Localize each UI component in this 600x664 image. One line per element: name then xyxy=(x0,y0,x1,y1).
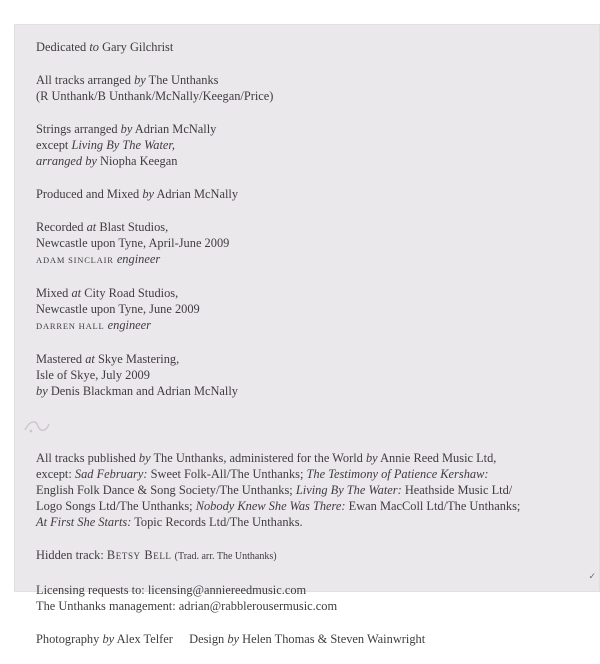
design-by: by xyxy=(227,632,240,646)
mixed-engineer-role: engineer xyxy=(107,318,152,332)
publishing-l4-a: Logo Songs Ltd/The Unthanks; xyxy=(36,499,193,513)
mixed-place: Newcastle upon Tyne, June 2009 xyxy=(36,302,200,316)
mastered-credit xyxy=(36,351,581,399)
strings-arranger-name: Niopha Keegan xyxy=(100,154,178,168)
strings-name: Adrian McNally xyxy=(134,122,217,136)
licensing-contact: Licensing requests to: licensing@anniereedmusic.com xyxy=(36,583,307,597)
arrangement-prefix: All tracks arranged xyxy=(36,73,131,87)
publishing-l3-title: Living By The Water: xyxy=(295,483,402,497)
strings-except-title: Living By The Water, xyxy=(71,138,175,152)
flourish-ornament-icon xyxy=(22,416,52,438)
production-by: by xyxy=(142,187,155,201)
publishing-l2-b: Sweet Folk-All/The Unthanks; xyxy=(150,467,304,481)
hidden-track-prefix: Hidden track: xyxy=(36,548,104,562)
strings-arranged-by: arranged by xyxy=(36,154,97,168)
publishing-l5-title: At First She Starts: xyxy=(36,515,132,529)
strings-prefix: Strings arranged xyxy=(36,122,118,136)
strings-credit xyxy=(36,121,581,169)
publishing-l4-title: Nobody Knew She Was There: xyxy=(195,499,346,513)
photo-prefix: Photography xyxy=(36,632,100,646)
publishing-l1-a: All tracks published xyxy=(36,451,136,465)
design-prefix: Design xyxy=(189,632,225,646)
recorded-prefix: Recorded xyxy=(36,220,84,234)
publishing-l1-by: by xyxy=(138,451,151,465)
hidden-track-note: (Trad. arr. The Unthanks) xyxy=(174,551,277,562)
mixed-at: at xyxy=(71,286,82,300)
photo-name: Alex Telfer xyxy=(116,632,173,646)
recorded-studio: Blast Studios, xyxy=(99,220,169,234)
arrangement-by: by xyxy=(134,73,146,87)
photo-by: by xyxy=(102,632,115,646)
publishing-credit xyxy=(36,450,581,530)
mixed-studio: City Road Studios, xyxy=(84,286,179,300)
arrangement-credit xyxy=(36,72,581,104)
publishing-l2-title2: The Testimony of Patience Kershaw: xyxy=(306,467,489,481)
contacts xyxy=(36,582,581,614)
publishing-l3: English Folk Dance & Song Society/The Unthanks; xyxy=(36,483,293,497)
credits-text xyxy=(36,39,581,664)
recorded-place: Newcastle upon Tyne, April-June 2009 xyxy=(36,236,230,250)
production-name: Adrian McNally xyxy=(156,187,239,201)
dedication xyxy=(36,39,581,55)
publishing-l3-b: Heathside Music Ltd/ xyxy=(404,483,513,497)
publishing-l4-b: Ewan MacColl Ltd/The Unthanks; xyxy=(348,499,521,513)
publishing-l1-b: The Unthanks, administered for the World xyxy=(153,451,363,465)
hidden-track-credit xyxy=(36,547,581,565)
mastered-names: Denis Blackman and Adrian McNally xyxy=(50,384,239,398)
recorded-at: at xyxy=(86,220,97,234)
arrangement-name: The Unthanks xyxy=(148,73,219,87)
publishing-l1-by2: by xyxy=(365,451,378,465)
design-names: Helen Thomas & Steven Wainwright xyxy=(242,632,426,646)
dedication-name: Gary Gilchrist xyxy=(102,40,174,54)
publishing-l5-b: Topic Records Ltd/The Unthanks. xyxy=(134,515,303,529)
arrangement-members: (R Unthank/B Unthank/McNally/Keegan/Price) xyxy=(36,89,274,103)
management-contact: The Unthanks management: adrian@rabblerousermusic.com xyxy=(36,599,338,613)
mixed-prefix: Mixed xyxy=(36,286,69,300)
production-credit xyxy=(36,186,581,202)
recorded-credit xyxy=(36,219,581,268)
mixed-credit xyxy=(36,285,581,334)
strings-by: by xyxy=(120,122,133,136)
photo-design-credit xyxy=(36,631,581,647)
dedication-prefix: Dedicated xyxy=(36,40,87,54)
strings-except: except xyxy=(36,138,69,152)
hidden-track-title: Betsy Bell xyxy=(106,548,172,562)
mastered-place: Isle of Skye, July 2009 xyxy=(36,368,150,382)
mastered-studio: Skye Mastering, xyxy=(97,352,180,366)
mixed-engineer-name: DARREN HALL xyxy=(36,321,105,331)
mastered-prefix: Mastered xyxy=(36,352,83,366)
publishing-l2-a: except: xyxy=(36,467,72,481)
publishing-l2-title1: Sad February: xyxy=(74,467,148,481)
publishing-l1-c: Annie Reed Music Ltd, xyxy=(380,451,497,465)
recorded-engineer-role: engineer xyxy=(116,252,161,266)
mastered-by: by xyxy=(36,384,48,398)
production-prefix: Produced and Mixed xyxy=(36,187,140,201)
booklet-page xyxy=(14,24,600,646)
recorded-engineer-name: ADAM SINCLAIR xyxy=(36,255,114,265)
dedication-by: to xyxy=(89,40,99,54)
mastered-at: at xyxy=(85,352,95,366)
corner-mark: ✓ xyxy=(588,572,596,582)
